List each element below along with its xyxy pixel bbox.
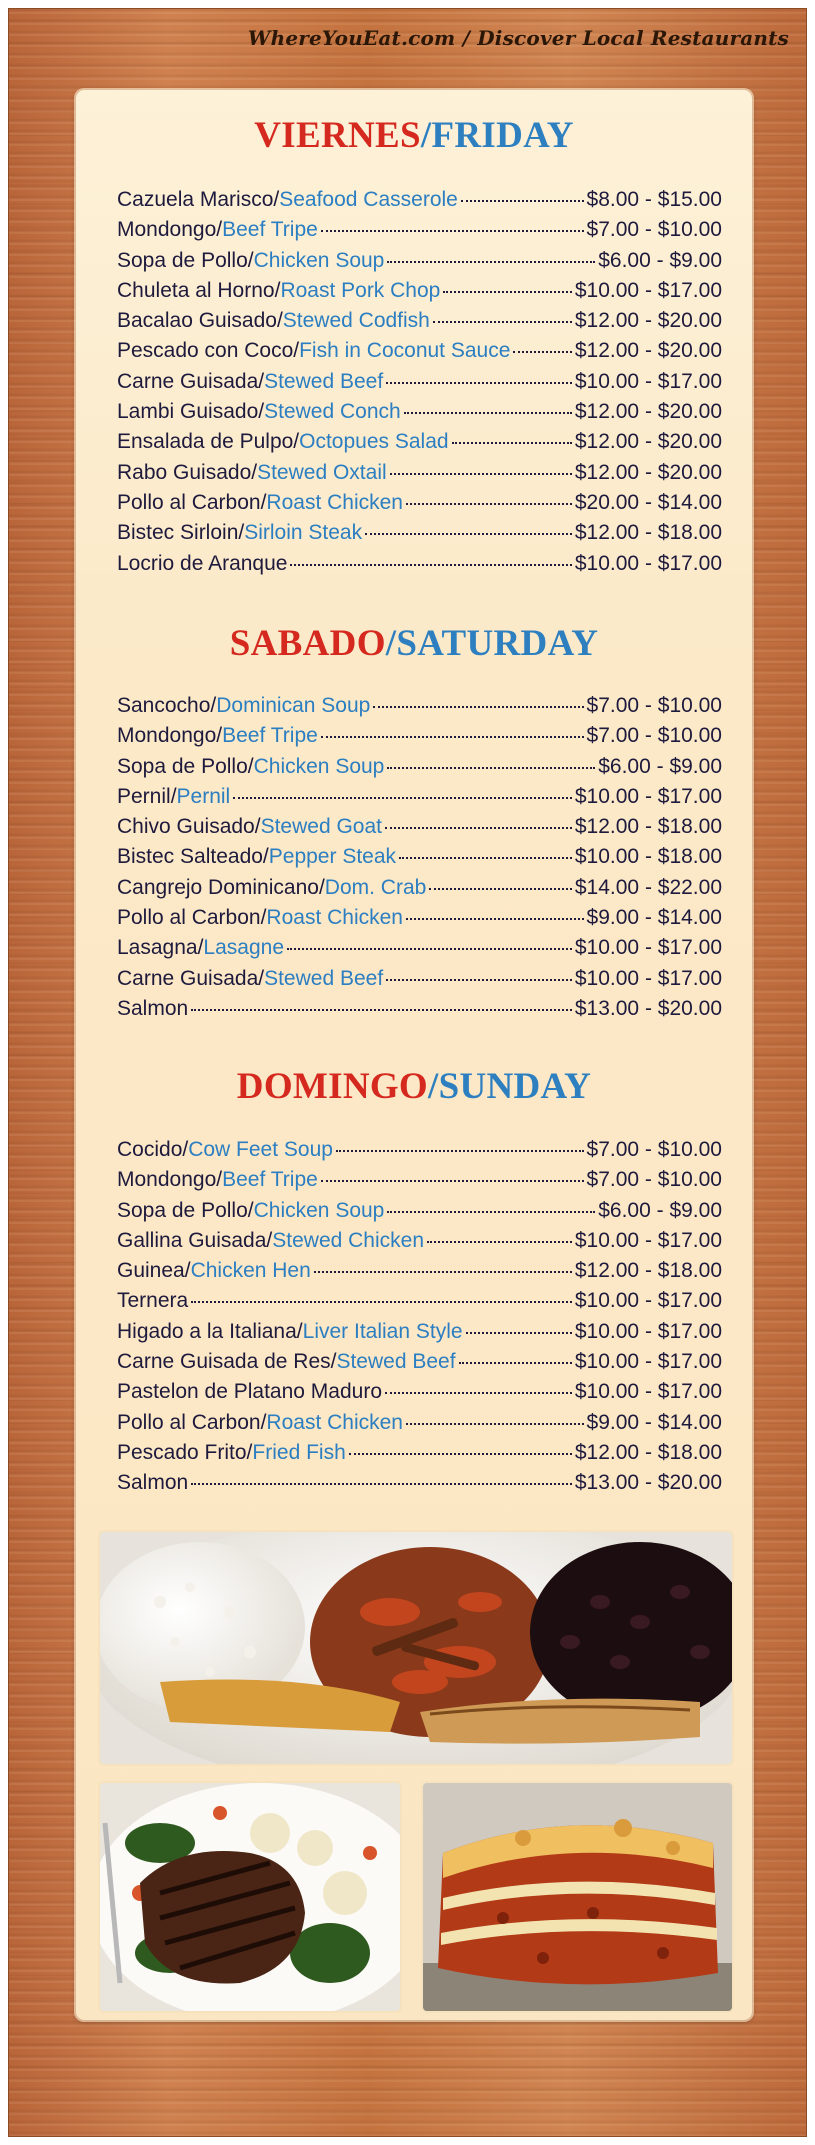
item-english-name: Dom. Crab [324, 875, 427, 899]
item-spanish-name: Lambi Guisado/ [117, 400, 265, 424]
menu-item [117, 906, 722, 936]
dot-leader [191, 1009, 572, 1011]
item-spanish-name: Chivo Guisado/ [117, 815, 261, 839]
item-name [117, 370, 383, 394]
item-name [117, 188, 458, 212]
menu-item [117, 279, 722, 309]
item-english-name: Roast Chicken [266, 490, 403, 514]
title-spanish: DOMINGO [236, 1066, 428, 1107]
item-english-name: Roast Chicken [266, 906, 403, 930]
item-english-name: Stewed Beef [264, 966, 384, 990]
dot-leader [387, 261, 595, 263]
menu-item [117, 1471, 722, 1501]
item-spanish-name: Lasagna/ [117, 936, 204, 960]
item-english-name: Chicken Soup [253, 1198, 385, 1222]
item-english-name: Pepper Steak [268, 845, 397, 869]
dot-leader [406, 503, 572, 505]
menu-item [117, 1441, 722, 1471]
menu-item [117, 936, 722, 966]
item-price: $8.00 - $15.00 [586, 188, 722, 211]
item-price: $10.00 - $17.00 [574, 784, 722, 808]
title-separator: / [385, 623, 397, 664]
item-spanish-name: Pollo al Carbon/ [117, 1410, 267, 1434]
section-title-saturday [76, 622, 752, 665]
dot-leader [321, 1180, 584, 1182]
item-name [117, 1350, 456, 1374]
dot-leader [452, 442, 572, 444]
item-name [117, 521, 362, 545]
dot-leader [385, 827, 572, 829]
item-english-name: Beef Tripe [222, 1168, 318, 1192]
item-spanish-name: Rabo Guisado/ [117, 460, 258, 484]
item-price: $12.00 - $18.00 [574, 521, 722, 545]
menu-list-sunday [117, 1138, 722, 1502]
title-english: SATURDAY [396, 623, 599, 664]
item-english-name: Stewed Oxtail [257, 460, 387, 484]
item-price: $10.00 - $17.00 [574, 966, 722, 990]
item-price: $7.00 - $10.00 [586, 1138, 722, 1161]
item-english-name: Sirloin Steak [244, 521, 363, 545]
item-spanish-name: Salmon [117, 996, 189, 1020]
item-name [117, 461, 387, 485]
title-separator: / [428, 1066, 439, 1107]
item-price: $12.00 - $20.00 [574, 309, 722, 333]
menu-item [117, 249, 722, 279]
item-price: $12.00 - $20.00 [574, 400, 722, 424]
item-spanish-name: Ensalada de Pulpo/ [117, 430, 300, 454]
item-name [117, 491, 403, 515]
menu-item [117, 815, 722, 845]
dot-leader [191, 1483, 572, 1485]
item-spanish-name: Locrio de Aranque [117, 551, 288, 575]
item-english-name: Stewed Beef [336, 1350, 456, 1374]
item-spanish-name: Mondongo/ [117, 218, 223, 242]
item-price: $10.00 - $17.00 [574, 278, 722, 302]
menu-item [117, 694, 722, 724]
item-spanish-name: Pastelon de Platano Maduro [117, 1380, 383, 1404]
menu-item [117, 1350, 722, 1380]
site-watermark: WhereYouEat.com / Discover Local Restaurants [247, 26, 789, 50]
dot-leader [321, 230, 584, 232]
item-english-name: Roast Pork Chop [280, 278, 441, 302]
menu-panel [76, 90, 752, 2020]
item-name [117, 906, 403, 930]
item-spanish-name: Cocido/ [117, 1138, 189, 1161]
menu-list-friday [117, 188, 722, 582]
item-english-name: Chicken Soup [253, 248, 385, 272]
item-name [117, 1411, 403, 1435]
menu-item [117, 188, 722, 218]
menu-item [117, 370, 722, 400]
dot-leader [459, 1362, 572, 1364]
item-english-name: Pernil [176, 784, 231, 808]
menu-item [117, 1289, 722, 1319]
menu-item [117, 876, 722, 906]
lasagna-photo [423, 1783, 732, 2011]
item-price: $14.00 - $22.00 [574, 875, 722, 899]
item-name [117, 1259, 311, 1283]
item-spanish-name: Pollo al Carbon/ [117, 906, 267, 930]
dot-leader [287, 948, 572, 950]
dot-leader [233, 797, 572, 799]
item-price: $20.00 - $14.00 [574, 490, 722, 514]
item-name [117, 1229, 424, 1253]
item-spanish-name: Sopa de Pollo/ [117, 754, 254, 778]
dot-leader [349, 1453, 572, 1455]
menu-item [117, 218, 722, 248]
item-spanish-name: Carne Guisada de Res/ [117, 1350, 337, 1374]
dot-leader [336, 1150, 584, 1152]
dot-leader [387, 767, 595, 769]
item-name [117, 1168, 318, 1192]
menu-item [117, 724, 722, 754]
dot-leader [406, 918, 584, 920]
dot-leader [390, 473, 572, 475]
item-spanish-name: Carne Guisada/ [117, 369, 265, 393]
menu-list-saturday [117, 694, 722, 1027]
item-spanish-name: Pescado con Coco/ [117, 339, 300, 363]
item-spanish-name: Higado a la Italiana/ [117, 1319, 303, 1343]
item-price: $12.00 - $18.00 [574, 815, 722, 839]
item-name [117, 724, 318, 748]
item-spanish-name: Chuleta al Horno/ [117, 278, 281, 302]
item-name [117, 815, 382, 839]
menu-item [117, 1320, 722, 1350]
menu-item [117, 755, 722, 785]
item-price: $9.00 - $14.00 [586, 906, 722, 930]
item-name [117, 997, 188, 1021]
dot-leader [387, 1211, 595, 1213]
dot-leader [433, 321, 572, 323]
menu-item [117, 1199, 722, 1229]
item-price: $10.00 - $17.00 [574, 1350, 722, 1374]
item-name [117, 430, 449, 454]
section-title-friday [76, 114, 752, 157]
dot-leader [443, 291, 572, 293]
item-price: $7.00 - $10.00 [586, 1168, 722, 1192]
menu-item [117, 521, 722, 551]
item-price: $12.00 - $18.00 [574, 1440, 722, 1464]
title-spanish: SABADO [229, 623, 386, 664]
dot-leader [406, 1423, 584, 1425]
title-spanish: VIERNES [254, 115, 421, 156]
item-english-name: Dominican Soup [216, 694, 371, 717]
item-english-name: Roast Chicken [266, 1410, 403, 1434]
item-spanish-name: Sopa de Pollo/ [117, 1198, 254, 1222]
item-english-name: Beef Tripe [222, 724, 318, 748]
menu-item [117, 1138, 722, 1168]
menu-item [117, 309, 722, 339]
item-spanish-name: Mondongo/ [117, 1168, 223, 1192]
item-price: $10.00 - $18.00 [574, 845, 722, 869]
item-spanish-name: Carne Guisada/ [117, 966, 265, 990]
item-price: $12.00 - $20.00 [574, 430, 722, 454]
dot-leader [386, 979, 572, 981]
item-english-name: Beef Tripe [222, 218, 318, 242]
item-price: $12.00 - $20.00 [574, 460, 722, 484]
item-price: $7.00 - $10.00 [586, 694, 722, 717]
item-price: $6.00 - $9.00 [598, 248, 722, 272]
dot-leader [461, 200, 584, 202]
item-spanish-name: Ternera [117, 1289, 189, 1313]
item-price: $6.00 - $9.00 [598, 1198, 722, 1222]
item-name [117, 694, 370, 718]
dot-leader [513, 351, 571, 353]
dot-leader [427, 1241, 572, 1243]
item-name [117, 1199, 384, 1223]
menu-item [117, 967, 722, 997]
section-title-sunday [76, 1065, 752, 1108]
menu-item [117, 785, 722, 815]
item-name [117, 1380, 382, 1404]
menu-item [117, 1411, 722, 1441]
item-english-name: Chicken Hen [190, 1259, 311, 1283]
item-price: $12.00 - $18.00 [574, 1259, 722, 1283]
item-price: $9.00 - $14.00 [586, 1410, 722, 1434]
item-name [117, 249, 384, 273]
menu-item [117, 1229, 722, 1259]
item-name [117, 967, 383, 991]
dot-leader [321, 736, 584, 738]
menu-item [117, 845, 722, 875]
item-spanish-name: Sancocho/ [117, 694, 217, 717]
menu-item [117, 1168, 722, 1198]
item-english-name: Stewed Chicken [272, 1228, 425, 1252]
dot-leader [365, 533, 572, 535]
title-separator: / [420, 115, 432, 156]
item-spanish-name: Bistec Salteado/ [117, 845, 269, 869]
rice-beans-beef-photo [100, 1532, 732, 1764]
item-english-name: Stewed Codfish [282, 309, 430, 333]
item-price: $10.00 - $17.00 [574, 936, 722, 960]
menu-item [117, 1259, 722, 1289]
item-english-name: Cow Feet Soup [188, 1138, 333, 1161]
item-price: $13.00 - $20.00 [574, 996, 722, 1020]
menu-item [117, 1380, 722, 1410]
item-spanish-name: Bistec Sirloin/ [117, 521, 245, 545]
item-name [117, 1138, 333, 1162]
item-name [117, 218, 318, 242]
title-english: FRIDAY [431, 115, 574, 156]
item-english-name: Seafood Casserole [279, 188, 458, 211]
dot-leader [429, 888, 572, 890]
item-price: $10.00 - $17.00 [574, 369, 722, 393]
item-price: $7.00 - $10.00 [586, 218, 722, 242]
item-name [117, 845, 396, 869]
dot-leader [314, 1271, 572, 1273]
menu-item [117, 339, 722, 369]
item-price: $7.00 - $10.00 [586, 724, 722, 748]
item-price: $10.00 - $17.00 [574, 1289, 722, 1313]
item-price: $10.00 - $17.00 [574, 1380, 722, 1404]
item-english-name: Liver Italian Style [302, 1319, 463, 1343]
dot-leader [466, 1332, 572, 1334]
item-english-name: Lasagne [203, 936, 284, 960]
item-english-name: Fish in Coconut Sauce [299, 339, 511, 363]
menu-item [117, 400, 722, 430]
dot-leader [290, 564, 571, 566]
dot-leader [385, 1392, 572, 1394]
item-price: $10.00 - $17.00 [574, 1319, 722, 1343]
item-name [117, 279, 440, 303]
item-english-name: Octopues Salad [299, 430, 449, 454]
item-spanish-name: Pescado Frito/ [117, 1440, 253, 1464]
dot-leader [373, 706, 583, 708]
item-spanish-name: Sopa de Pollo/ [117, 248, 254, 272]
item-name [117, 1471, 188, 1495]
menu-item [117, 491, 722, 521]
menu-item [117, 430, 722, 460]
item-spanish-name: Mondongo/ [117, 724, 223, 748]
item-spanish-name: Pernil/ [117, 784, 177, 808]
item-price: $10.00 - $17.00 [574, 1228, 722, 1252]
item-name [117, 785, 230, 809]
menu-item [117, 461, 722, 491]
item-spanish-name: Gallina Guisada/ [117, 1228, 273, 1252]
item-spanish-name: Guinea/ [117, 1259, 191, 1283]
item-english-name: Stewed Beef [264, 369, 384, 393]
item-price: $6.00 - $9.00 [598, 754, 722, 778]
item-spanish-name: Bacalao Guisado/ [117, 309, 283, 333]
dot-leader [191, 1301, 572, 1303]
item-name [117, 876, 426, 900]
title-english: SUNDAY [438, 1066, 592, 1107]
item-price: $10.00 - $17.00 [574, 551, 722, 575]
menu-item [117, 552, 722, 582]
item-spanish-name: Cazuela Marisco/ [117, 188, 280, 211]
item-name [117, 339, 510, 363]
item-price: $12.00 - $20.00 [574, 339, 722, 363]
item-spanish-name: Cangrejo Dominicano/ [117, 875, 325, 899]
item-name [117, 1289, 188, 1313]
item-english-name: Chicken Soup [253, 754, 385, 778]
item-price: $13.00 - $20.00 [574, 1471, 722, 1495]
item-spanish-name: Salmon [117, 1471, 189, 1495]
dot-leader [404, 412, 572, 414]
item-name [117, 309, 430, 333]
item-name [117, 755, 384, 779]
grilled-steak-photo [100, 1783, 400, 2011]
item-english-name: Fried Fish [252, 1440, 346, 1464]
item-english-name: Stewed Conch [264, 400, 401, 424]
item-name [117, 1320, 463, 1344]
dot-leader [386, 382, 572, 384]
item-name [117, 552, 287, 576]
item-english-name: Stewed Goat [260, 815, 382, 839]
item-name [117, 936, 284, 960]
dot-leader [399, 857, 572, 859]
item-spanish-name: Pollo al Carbon/ [117, 490, 267, 514]
menu-item [117, 997, 722, 1027]
item-name [117, 1441, 346, 1465]
item-name [117, 400, 401, 424]
